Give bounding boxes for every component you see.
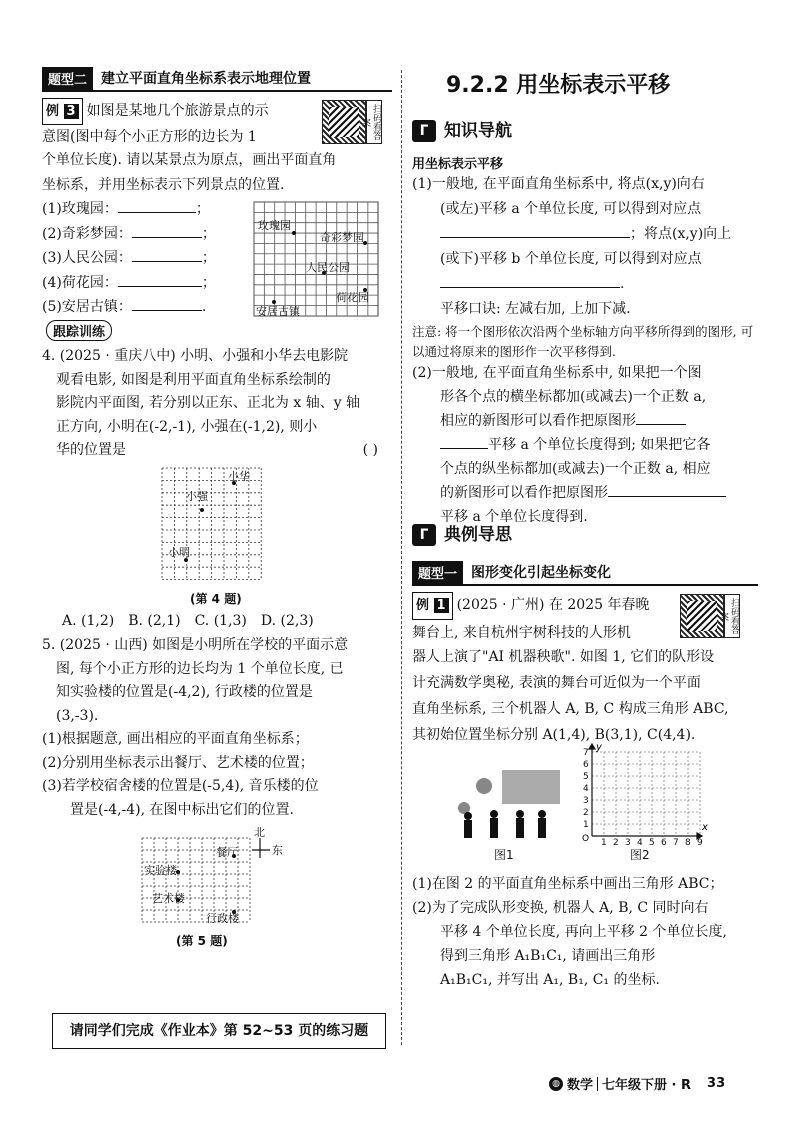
q4-caption: (第 4 题) — [190, 592, 242, 606]
example1-subquestions: (1)在图 2 的平面直角坐标系中画出三角形 ABC； (2)为了完成队形变换, 机器人 A, B, C 同时向右 平移 4 个单位长度, 再向上平移 2 个单位长度, 得到三角形 A₁B₁C₁, 请画出三角形 A₁B₁C₁, 并写出 A₁, B₁, C₁ 的坐标. — [412, 876, 727, 988]
answer-item-2: (2)奇彩梦园： ； — [42, 225, 216, 242]
option-a[interactable]: A. (1,2) — [62, 613, 115, 629]
school-label-admin: 行政楼 — [206, 912, 239, 925]
origin-label: O — [582, 834, 590, 844]
knowledge-1: (1)一般地, 在平面直角坐标系中, 将点(x,y)向右 (或左)平移 a 个单位长度, 可以得到对应点 ；将点(x,y)向上 (或下)平移 b 个单位长度, 可以得到对应点 . 平移口诀: 左减右加, 上加下减. — [412, 172, 758, 322]
y-tick-label: 7 — [583, 748, 589, 758]
school-label-canteen: 餐厅 — [216, 846, 238, 859]
y-tick-label: 4 — [583, 784, 589, 794]
q4-options — [62, 609, 382, 634]
answer-blank[interactable] — [132, 310, 202, 311]
x-tick-label: 8 — [685, 838, 691, 848]
page-number: 33 — [707, 1076, 726, 1091]
answer-blank[interactable] — [132, 237, 202, 238]
answer-blank[interactable] — [636, 424, 686, 425]
qr-label: 扫码看答案 — [366, 100, 382, 144]
option-c[interactable]: C. (1,3) — [194, 613, 247, 629]
answer-blank[interactable] — [440, 448, 488, 449]
school-label-lab: 实验楼 — [144, 864, 177, 877]
compass-north: 北 — [254, 826, 265, 839]
y-axis-label: y — [596, 742, 602, 753]
answer-item-5: (5)安居古镇： . — [42, 299, 207, 315]
y-tick-label: 3 — [583, 796, 589, 806]
coordinate-grid-figure — [578, 742, 708, 848]
question-4: 4. (2025 · 重庆八中) 小明、小强和小华去电影院 观看电影, 如图是利用平面直角坐标系绘制的 影院内平面图, 若分别以正东、正北为 x 轴、y 轴 正方向, 小明在(-2,-1), 小强在(-1,2), 则小 华的位置是 ( ) — [42, 345, 392, 463]
footer-subject: 数学 — [567, 1078, 594, 1093]
answer-blank[interactable] — [440, 237, 630, 238]
cinema-label-xiaoqiang: 小强 — [186, 490, 208, 503]
type1-header — [412, 560, 758, 586]
footer-grade: 七年级下册 · R — [602, 1078, 692, 1093]
x-tick-label: 5 — [649, 838, 655, 848]
cinema-label-xiaohua: 小华 — [228, 470, 250, 483]
y-tick-label: 6 — [583, 760, 589, 770]
x-tick-label: 9 — [697, 838, 703, 848]
y-tick-label: 1 — [583, 820, 589, 830]
example3-text: 例 3 如图是某地几个旅游景点的示 意图(图中每个小正方形的边长为 1 — [42, 98, 322, 150]
cinema-grid-figure — [158, 464, 264, 590]
example1-badge: 例 1 — [412, 592, 453, 620]
knowledge-nav-header: ᒥ 知识导航 — [412, 116, 512, 142]
page-footer — [549, 1074, 725, 1093]
type1-tag: 题型一 — [412, 561, 463, 584]
type1-title: 图形变化引起坐标变化 — [471, 565, 612, 581]
x-tick-label: 3 — [625, 838, 631, 848]
x-tick-label: 7 — [673, 838, 679, 848]
answer-blank[interactable] — [118, 212, 196, 213]
logo-icon: ◍ — [549, 1077, 563, 1091]
examples-header: ᒥ 典例导思 — [412, 520, 512, 546]
book-icon: ᒥ — [412, 524, 436, 546]
scenic-answer-list — [42, 197, 242, 320]
school-label-art: 艺术楼 — [152, 892, 185, 905]
rhyme: 平移口诀: 左减右加, 上加下减. — [440, 301, 631, 317]
option-d[interactable]: D. (2,3) — [260, 613, 314, 629]
fig1-caption: 图1 — [494, 848, 514, 862]
subhead: 用坐标表示平移 — [412, 157, 504, 172]
map-label-dream: 奇彩梦园 — [320, 231, 364, 244]
map-label-park: 人民公园 — [306, 261, 350, 274]
map-label-lotus: 荷花园 — [336, 291, 369, 304]
column-divider — [401, 70, 402, 1045]
answer-blank[interactable] — [608, 496, 726, 497]
school-map-figure — [138, 826, 288, 930]
robot-dance-photo — [444, 764, 564, 844]
example1-text: 例 1 (2025 · 广州) 在 2025 年春晚 舞台上, 来自杭州宇树科技的人形机 — [412, 592, 682, 646]
answer-item-1: (1)玫瑰园： ； — [42, 201, 210, 217]
follow-training-badge: 跟踪训练 — [46, 320, 112, 341]
map-label-town: 安居古镇 — [256, 305, 300, 318]
scenic-map-figure — [250, 198, 382, 322]
x-tick-label: 6 — [661, 838, 667, 848]
compass-east: 东 — [272, 844, 283, 857]
answer-blank[interactable] — [440, 287, 620, 288]
type2-title: 建立平面直角坐标系表示地理位置 — [101, 71, 312, 87]
answer-blank[interactable] — [132, 261, 202, 262]
book-icon: ᒥ — [412, 120, 436, 142]
x-tick-label: 2 — [613, 838, 619, 848]
y-tick-label: 2 — [583, 808, 589, 818]
answer-item-3: (3)人民公园： ； — [42, 250, 216, 266]
type2-header — [42, 66, 392, 92]
x-tick-label: 1 — [601, 838, 607, 848]
example3-badge: 例 3 — [42, 98, 83, 125]
fig2-caption: 图2 — [630, 848, 650, 862]
section-title: 9.2.2 用坐标表示平移 — [446, 73, 671, 98]
answer-blank[interactable] — [118, 286, 202, 287]
map-label-rose: 玫瑰园 — [258, 219, 291, 232]
homework-reminder: 请同学们完成《作业本》第 52~53 页的练习题 — [52, 1013, 386, 1049]
q5-caption: (第 5 题) — [176, 934, 228, 948]
answer-item-4: (4)荷花园： ； — [42, 274, 216, 291]
answer-paren[interactable]: ( ) — [362, 442, 378, 458]
x-tick-label: 4 — [637, 838, 643, 848]
x-axis-label: x — [702, 822, 708, 833]
type2-tag: 题型二 — [42, 67, 93, 90]
cinema-label-xiaoming: 小明 — [168, 546, 190, 559]
qr-label: 扫码看答案 — [724, 594, 740, 638]
knowledge-2: (2)一般地, 在平面直角坐标系中, 如果把一个图 形各个点的横坐标都加(或减去)一个正数 a, 相应的新图形可以看作把原图形 平移 a 个单位长度得到; 如果把它各 个点的纵坐标都加(或减去)一个正数 a, 相应 的新图形可以看作把原图形 平移 a 个单位长度得到. — [412, 361, 758, 529]
note: 注意: 将一个图形依次沿两个坐标轴方向平移所得到的图形, 可以通过将原来的图形作一次平移得到. — [412, 324, 754, 359]
option-b[interactable]: B. (2,1) — [128, 613, 181, 629]
question-5: 5. (2025 · 山西) 如图是小明所在学校的平面示意 图, 每个小正方形的边长均为 1 个单位长度, 已 知实验楼的位置是(-4,2), 行政楼的位置是 (3,-3). (1)根据题意, 画出相应的平面直角坐标系； (2)分别用坐标表示出餐厅、艺术楼的位置； (3)若学校宿舍楼的位置是(-5,4), 音乐楼的位 置是(-4,-4), 在图中标出它们的位置. — [42, 637, 349, 818]
y-tick-label: 5 — [583, 772, 589, 782]
